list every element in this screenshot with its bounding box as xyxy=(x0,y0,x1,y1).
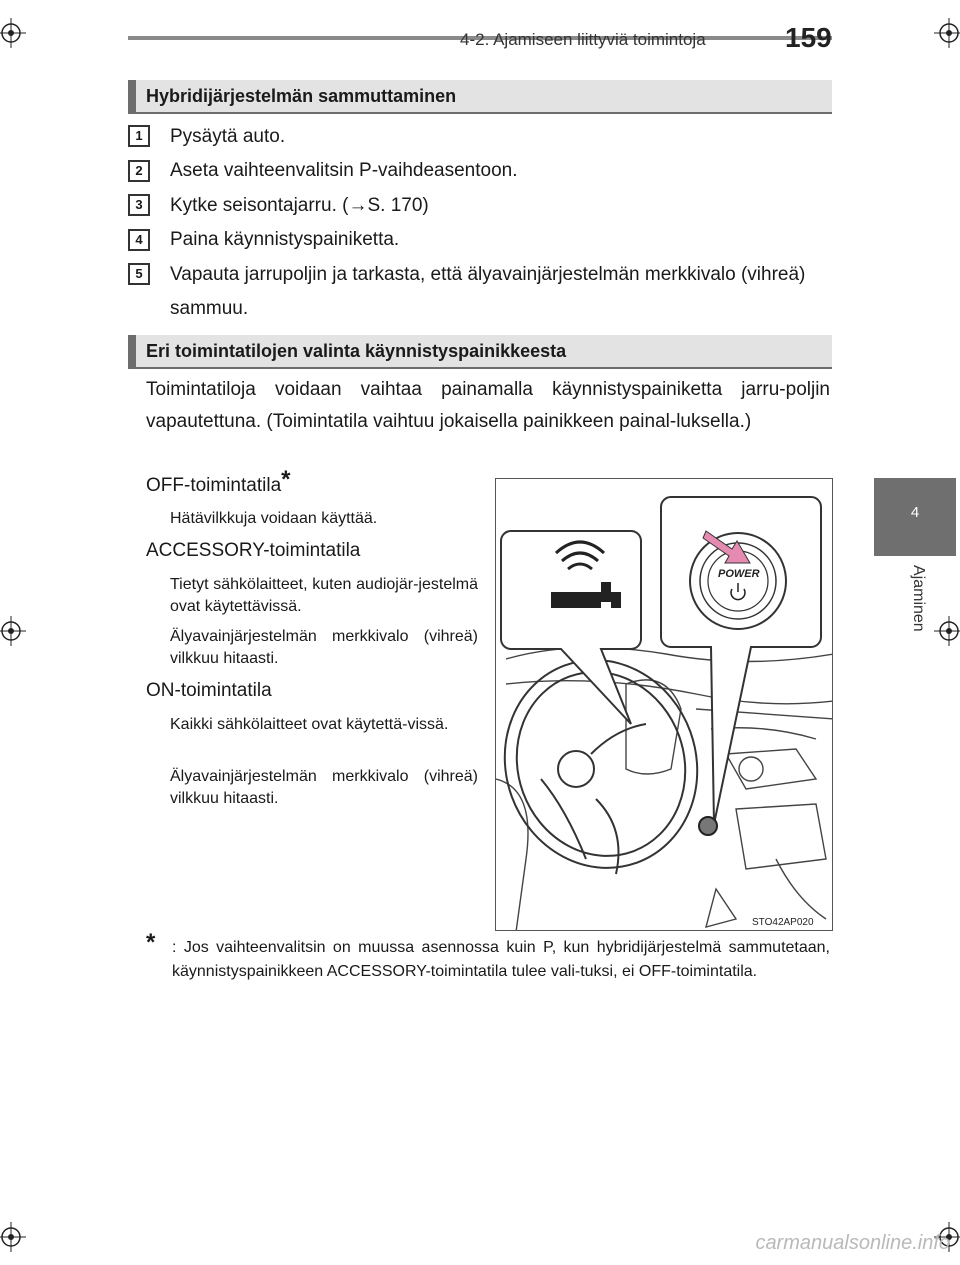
footnote-text: : Jos vaihteenvalitsin on muussa asennossa kuin P, kun hybridijärjestelmä sammutetaan, käynnistyspainikkeen ACCESSORY-toimintatila tulee vali-tuksi, ei OFF-toimintatila. xyxy=(172,939,830,980)
intro-paragraph: Toimintatiloja voidaan vaihtaa painamalla käynnistyspainiketta jarru-poljin vapautettuna. (Toimintatila vaihtuu jokaisella painikkeen painal-luksella.) xyxy=(146,379,830,432)
section-heading-text: Eri toimintatilojen valinta käynnistyspainikkeesta xyxy=(146,341,567,361)
mode-title-text: OFF-toimintatila xyxy=(146,475,282,496)
footnote-marker: * xyxy=(281,466,291,493)
page-number: 159 xyxy=(785,22,832,53)
step-text: Vapauta jarrupoljin ja tarkasta, että älyavainjärjestelmän merkkivalo (vihreä) sammuu. xyxy=(170,264,806,319)
power-button-label: POWER xyxy=(718,568,760,580)
mode-description: Älyavainjärjestelmän merkkivalo (vihreä) vilkkuu hitaasti. xyxy=(170,628,478,667)
step-number-badge: 1 xyxy=(128,125,150,147)
registration-mark-icon xyxy=(0,18,26,48)
mode-description: Tietyt sähkölaitteet, kuten audiojär-jestelmä ovat käytettävissä. xyxy=(170,576,478,615)
figure-code: STO42AP020 xyxy=(752,917,814,928)
mode-description: Älyavainjärjestelmän merkkivalo (vihreä) vilkkuu hitaasti. xyxy=(170,768,478,807)
registration-mark-icon xyxy=(934,18,960,48)
step-number-badge: 4 xyxy=(128,229,150,251)
chapter-number: 4 xyxy=(910,504,920,521)
mode-title: ACCESSORY-toimintatila xyxy=(146,540,361,561)
step-text: Paina käynnistyspainiketta. xyxy=(170,229,400,250)
registration-mark-icon xyxy=(0,1222,26,1252)
mode-title: ON-toimintatila xyxy=(146,680,272,701)
footnote-marker: * xyxy=(146,929,156,956)
header-section-title: 4-2. Ajamiseen liittyviä toimintoja xyxy=(460,30,706,49)
mode-description: Kaikki sähkölaitteet ovat käytettä-vissä. xyxy=(170,716,449,733)
chapter-label-container xyxy=(905,565,935,655)
step-text: Kytke seisontajarru. (→S. 170) xyxy=(170,195,429,216)
footnote xyxy=(146,929,830,984)
chapter-tab xyxy=(874,478,956,556)
mode-description: Hätävilkkuja voidaan käyttää. xyxy=(170,510,378,527)
step-number-badge: 3 xyxy=(128,194,150,216)
registration-mark-icon xyxy=(0,616,26,646)
chapter-label: Ajaminen xyxy=(910,565,927,632)
watermark: carmanualsonline.info xyxy=(755,1232,950,1254)
section-heading xyxy=(128,335,832,369)
section-heading-text: Hybridijärjestelmän sammuttaminen xyxy=(146,86,457,106)
step-number-badge: 5 xyxy=(128,263,150,285)
dashboard-illustration xyxy=(495,478,833,931)
mode-title xyxy=(146,466,291,497)
dashboard-drawing xyxy=(496,479,833,931)
registration-mark-icon xyxy=(934,616,960,646)
step-number-badge: 2 xyxy=(128,160,150,182)
step-text: Aseta vaihteenvalitsin P-vaihdeasentoon. xyxy=(170,160,518,181)
step-text: Pysäytä auto. xyxy=(170,126,286,147)
section-heading xyxy=(128,80,832,114)
